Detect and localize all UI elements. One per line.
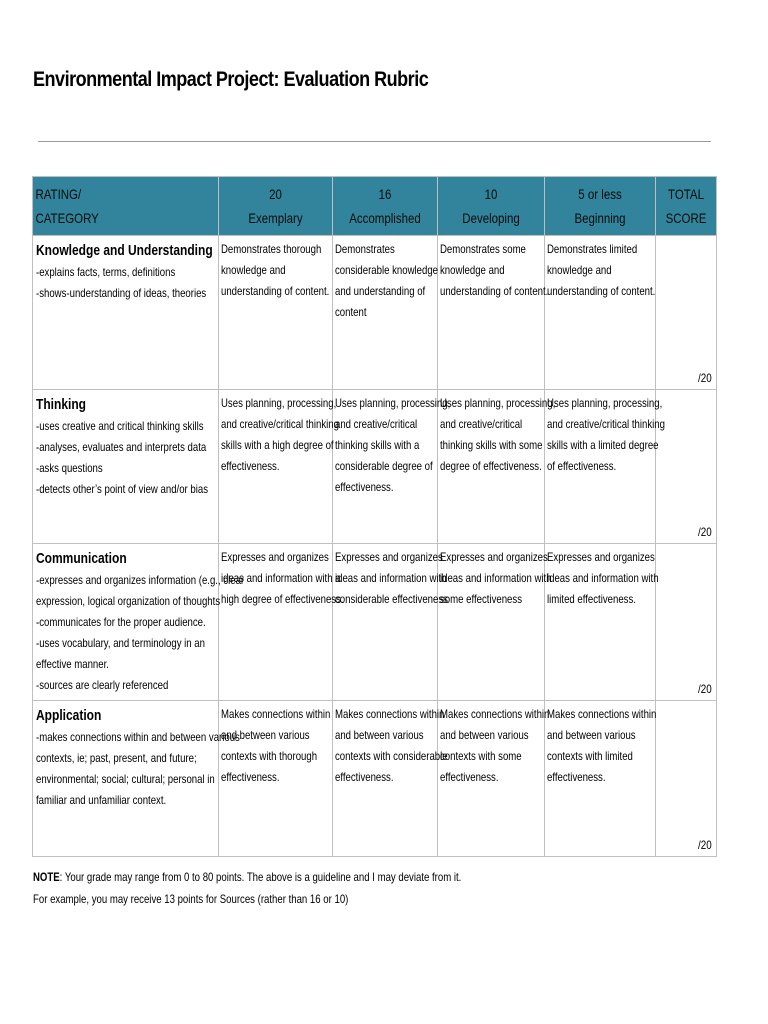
title-divider	[38, 141, 711, 142]
score-cell	[656, 390, 717, 544]
descriptor-line: and between various	[547, 728, 636, 742]
category-title: Knowledge and Understanding	[36, 242, 213, 259]
descriptor-line: effectiveness.	[221, 459, 280, 473]
descriptor-line: understanding of content.	[221, 284, 330, 298]
header-total-score	[656, 177, 717, 236]
category-bullet: environmental; social; cultural; personal in	[36, 772, 215, 786]
note-line2: For example, you may receive 13 points for Sources (rather than 16 or 10)	[33, 892, 349, 906]
category-bullet: -expresses and organizes information (e.g., clear	[36, 573, 245, 587]
descriptor-line: content	[335, 305, 367, 319]
descriptor-cell	[219, 701, 333, 857]
descriptor-cell	[219, 544, 344, 701]
descriptor-line: contexts with considerable	[335, 749, 448, 763]
descriptor-line: Demonstrates limited	[547, 242, 638, 256]
category-bullet: -uses creative and critical thinking skills	[36, 419, 204, 433]
score-out-of: /20	[698, 838, 712, 852]
score-out-of: /20	[698, 682, 712, 696]
descriptor-line: understanding of content.	[547, 284, 656, 298]
descriptor-line: contexts with limited	[547, 749, 633, 763]
note-label: NOTE	[33, 870, 60, 884]
header-level-points: 16	[378, 186, 392, 202]
descriptor-line: thinking skills with some	[440, 438, 543, 452]
descriptor-line: knowledge and	[547, 263, 612, 277]
note-line1: : Your grade may range from 0 to 80 points. The above is a guideline and I may deviate from it.	[59, 870, 462, 884]
descriptor-line: of effectiveness.	[547, 459, 617, 473]
descriptor-cell	[438, 390, 556, 544]
descriptor-line: Makes connections within	[221, 707, 331, 721]
descriptor-line: Uses planning, processing,	[335, 396, 451, 410]
descriptor-line: skills with a limited degree	[547, 438, 659, 452]
header-level-developing	[438, 177, 545, 236]
category-bullet: -detects other’s point of view and/or bias	[36, 482, 209, 496]
category-cell	[33, 701, 240, 857]
descriptor-line: Demonstrates	[335, 242, 395, 256]
descriptor-line: effectiveness.	[440, 770, 499, 784]
descriptor-line: Expresses and organizes	[547, 550, 655, 564]
descriptor-line: and creative/critical	[335, 417, 418, 431]
header-row	[33, 177, 717, 236]
category-title: Communication	[36, 550, 127, 567]
descriptor-line: effectiveness.	[547, 770, 606, 784]
category-bullet: effective manner.	[36, 657, 109, 671]
category-title: Thinking	[36, 396, 86, 413]
descriptor-line: some effectiveness	[440, 592, 522, 606]
descriptor-line: and between various	[440, 728, 529, 742]
header-level-exemplary	[219, 177, 333, 236]
descriptor-line: and between various	[335, 728, 424, 742]
header-level-beginning	[545, 177, 656, 236]
category-cell	[33, 544, 245, 701]
header-category-line2: CATEGORY	[35, 210, 99, 226]
descriptor-cell	[333, 236, 438, 390]
score-cell	[656, 701, 717, 857]
rubric-body	[33, 236, 717, 857]
rubric-row	[33, 544, 717, 701]
descriptor-line: Expresses and organizes	[335, 550, 443, 564]
descriptor-line: Uses planning, processing,	[221, 396, 337, 410]
descriptor-line: ideas and information with	[440, 571, 552, 585]
rubric-row	[33, 236, 717, 390]
score-cell	[656, 544, 717, 701]
descriptor-line: Makes connections within	[547, 707, 657, 721]
descriptor-cell	[438, 236, 549, 390]
descriptor-line: ideas and information with a	[221, 571, 341, 585]
descriptor-line: considerable knowledge	[335, 263, 439, 277]
descriptor-line: contexts with some	[440, 749, 522, 763]
descriptor-line: degree of effectiveness.	[440, 459, 542, 473]
category-bullet: familiar and unfamiliar context.	[36, 793, 167, 807]
descriptor-line: understanding of content.	[440, 284, 549, 298]
descriptor-cell	[219, 390, 339, 544]
score-cell	[656, 236, 717, 390]
descriptor-cell	[219, 236, 333, 390]
header-level-points: 10	[484, 186, 498, 202]
descriptor-line: knowledge and	[221, 263, 286, 277]
category-cell	[33, 236, 219, 390]
category-bullet: -shows-understanding of ideas, theories	[36, 286, 207, 300]
descriptor-line: high degree of effectiveness.	[221, 592, 344, 606]
header-level-label: Accomplished	[349, 210, 421, 226]
descriptor-line: Makes connections within	[335, 707, 445, 721]
descriptor-line: effectiveness.	[335, 480, 394, 494]
category-cell	[33, 390, 219, 544]
descriptor-cell	[545, 544, 659, 701]
header-level-points: 5 or less	[578, 186, 622, 202]
rubric-row	[33, 390, 717, 544]
category-bullet: -communicates for the proper audience.	[36, 615, 206, 629]
score-out-of: /20	[698, 525, 712, 539]
descriptor-line: and creative/critical	[440, 417, 523, 431]
rubric-row	[33, 701, 717, 857]
descriptor-line: considerable degree of	[335, 459, 433, 473]
descriptor-line: Expresses and organizes	[440, 550, 548, 564]
header-category-line1: RATING/	[35, 186, 82, 202]
descriptor-line: ideas and information with	[335, 571, 447, 585]
descriptor-cell	[438, 544, 552, 701]
descriptor-line: Makes connections within	[440, 707, 550, 721]
descriptor-line: knowledge and	[440, 263, 505, 277]
descriptor-cell	[545, 236, 656, 390]
descriptor-line: and creative/critical thinking	[547, 417, 665, 431]
score-out-of: /20	[698, 371, 712, 385]
category-bullet: -asks questions	[36, 461, 103, 475]
descriptor-line: Demonstrates thorough	[221, 242, 322, 256]
descriptor-line: Demonstrates some	[440, 242, 526, 256]
header-level-label: Developing	[462, 210, 520, 226]
descriptor-cell	[333, 544, 448, 701]
descriptor-line: and understanding of	[335, 284, 426, 298]
header-level-accomplished	[333, 177, 438, 236]
header-level-points: 20	[269, 186, 282, 202]
header-category	[33, 177, 219, 236]
descriptor-cell	[333, 390, 451, 544]
descriptor-line: effectiveness.	[221, 770, 280, 784]
page-title: Environmental Impact Project: Evaluation Rubric	[33, 68, 429, 91]
descriptor-cell	[545, 390, 665, 544]
header-level-label: Beginning	[574, 210, 626, 226]
descriptor-line: limited effectiveness.	[547, 592, 636, 606]
descriptor-line: skills with a high degree of	[221, 438, 334, 452]
category-bullet: -analyses, evaluates and interprets data	[36, 440, 207, 454]
descriptor-line: Uses planning, processing,	[440, 396, 556, 410]
descriptor-line: Uses planning, processing,	[547, 396, 663, 410]
category-bullet: -uses vocabulary, and terminology in an	[36, 636, 205, 650]
category-bullet: -explains facts, terms, definitions	[36, 265, 176, 279]
rubric-table	[32, 176, 717, 857]
descriptor-line: and creative/critical thinking	[221, 417, 339, 431]
descriptor-line: and between various	[221, 728, 310, 742]
header-total-line2: SCORE	[665, 210, 707, 226]
descriptor-line: Expresses and organizes	[221, 550, 329, 564]
category-bullet: contexts, ie; past, present, and future;	[36, 751, 197, 765]
grading-note	[33, 866, 568, 910]
category-bullet: -sources are clearly referenced	[36, 678, 169, 692]
descriptor-line: contexts with thorough	[221, 749, 318, 763]
category-bullet: expression, logical organization of thoughts	[36, 594, 221, 608]
header-level-label: Exemplary	[248, 210, 303, 226]
descriptor-cell	[333, 701, 448, 857]
descriptor-line: effectiveness.	[335, 770, 394, 784]
descriptor-line: considerable effectiveness	[335, 592, 448, 606]
category-title: Application	[36, 707, 102, 724]
category-bullet: -makes connections within and between various	[36, 730, 240, 744]
descriptor-cell	[438, 701, 550, 857]
header-total-line1: TOTAL	[668, 186, 704, 202]
descriptor-line: thinking skills with a	[335, 438, 420, 452]
descriptor-line: ideas and information with	[547, 571, 659, 585]
descriptor-cell	[545, 701, 656, 857]
